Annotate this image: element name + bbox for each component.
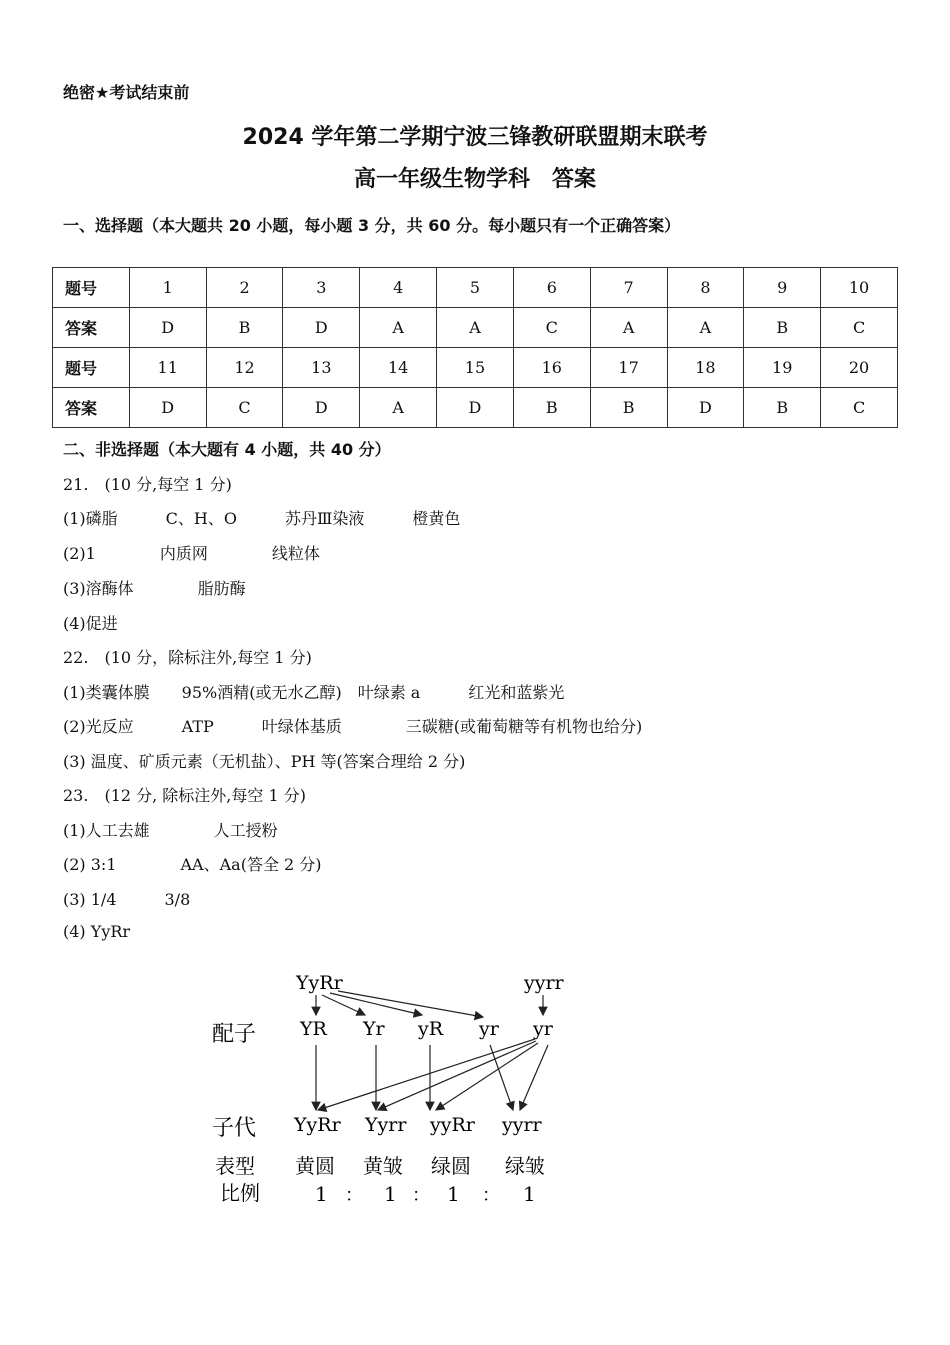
offspring-yyRr: yyRr — [430, 1114, 475, 1136]
table-cell: C — [513, 308, 590, 348]
offspring-row-label: 子代 — [212, 1116, 257, 1141]
table-cell: A — [667, 308, 744, 348]
ratio-2: 1 — [384, 1182, 397, 1206]
table-cell: 11 — [129, 348, 206, 388]
q22-answer-1: (1)类囊体膜 95%酒精(或无水乙醇) 叶绿素 a 红光和蓝紫光 — [63, 683, 565, 702]
ratio-colon-1: ： — [345, 1185, 363, 1206]
table-row-header: 答案 — [53, 388, 130, 428]
gamete-row-label: 配子 — [212, 1022, 257, 1047]
ratio-4: 1 — [523, 1182, 536, 1206]
table-cell: 14 — [360, 348, 437, 388]
phenotype-yellow-wrinkled: 黄皱 — [363, 1154, 403, 1178]
q23-answer-1: (1)人工去雄 人工授粉 — [63, 821, 278, 840]
gamete-Yr: Yr — [363, 1018, 385, 1040]
table-row — [53, 388, 898, 428]
phenotype-green-wrinkled: 绿皱 — [505, 1154, 545, 1178]
q21-answer-2: (2)1 内质网 线粒体 — [63, 544, 320, 563]
table-cell: B — [590, 388, 667, 428]
ratio-1: 1 — [315, 1182, 328, 1206]
table-cell: 15 — [437, 348, 514, 388]
q23-answer-3: (3) 1/4 3/8 — [63, 890, 191, 909]
q23-header: 23. (12 分, 除标注外,每空 1 分) — [63, 786, 306, 805]
table-row — [53, 348, 898, 388]
section1-heading: 一、选择题（本大题共 20 小题，每小题 3 分，共 60 分。每小题只有一个正确答案） — [63, 216, 681, 235]
table-cell: 20 — [821, 348, 898, 388]
table-cell: 5 — [437, 268, 514, 308]
q22-answer-3: (3) 温度、矿质元素（无机盐）、PH 等(答案合理给 2 分) — [63, 752, 466, 771]
table-row — [53, 268, 898, 308]
table-cell: B — [206, 308, 283, 348]
ratio-3: 1 — [447, 1182, 460, 1206]
q22-answer-2: (2)光反应 ATP 叶绿体基质 三碳糖(或葡萄糖等有机物也给分) — [63, 717, 643, 736]
exam-subtitle: 高一年级生物学科 答案 — [353, 167, 596, 192]
table-row-header: 答案 — [53, 308, 130, 348]
table-cell: 6 — [513, 268, 590, 308]
table-row-header: 题号 — [53, 348, 130, 388]
table-cell: 8 — [667, 268, 744, 308]
ratio-colon-2: ： — [412, 1185, 430, 1206]
phenotype-row-label: 表型 — [215, 1154, 255, 1178]
parent-right-genotype: yyrr — [524, 972, 564, 994]
table-cell: D — [129, 308, 206, 348]
table-cell: D — [129, 388, 206, 428]
table-cell: C — [821, 388, 898, 428]
q21-answer-4: (4)促进 — [63, 614, 118, 633]
table-cell: B — [513, 388, 590, 428]
offspring-yyrr: yyrr — [502, 1114, 542, 1136]
offspring-YyRr: YyRr — [294, 1114, 341, 1136]
q23-answer-4: (4) YyRr — [63, 922, 131, 941]
table-cell: 9 — [744, 268, 821, 308]
table-cell: 4 — [360, 268, 437, 308]
confidential-label: 绝密★考试结束前 — [63, 83, 190, 102]
table-cell: A — [360, 388, 437, 428]
exam-title: 2024 学年第二学期宁波三锋教研联盟期末联考 — [242, 125, 708, 150]
table-cell: 19 — [744, 348, 821, 388]
phenotype-yellow-round: 黄圆 — [295, 1154, 335, 1178]
offspring-Yyrr: Yyrr — [365, 1114, 407, 1136]
table-cell: A — [437, 308, 514, 348]
table-cell: A — [590, 308, 667, 348]
table-cell: 3 — [283, 268, 360, 308]
q21-header: 21. (10 分,每空 1 分) — [63, 475, 232, 494]
gamete-YR: YR — [300, 1018, 327, 1040]
table-cell: 18 — [667, 348, 744, 388]
table-cell: 12 — [206, 348, 283, 388]
table-cell: 13 — [283, 348, 360, 388]
table-cell: D — [667, 388, 744, 428]
table-cell: C — [821, 308, 898, 348]
table-cell: A — [360, 308, 437, 348]
table-cell: D — [283, 308, 360, 348]
q23-answer-2: (2) 3:1 AA、Aa(答全 2 分) — [63, 855, 322, 874]
table-cell: 16 — [513, 348, 590, 388]
phenotype-green-round: 绿圆 — [431, 1154, 471, 1178]
testcross-diagram — [200, 965, 580, 1215]
gamete-arrows — [316, 991, 543, 1017]
table-cell: 10 — [821, 268, 898, 308]
table-cell: B — [744, 388, 821, 428]
table-cell: C — [206, 388, 283, 428]
table-cell: B — [744, 308, 821, 348]
fertilization-arrows — [316, 1039, 548, 1110]
table-cell: D — [437, 388, 514, 428]
table-row — [53, 308, 898, 348]
q21-answer-1: (1)磷脂 C、H、O 苏丹Ⅲ染液 橙黄色 — [63, 509, 461, 528]
ratio-row-label: 比例 — [220, 1181, 260, 1205]
table-cell: 2 — [206, 268, 283, 308]
table-cell: 17 — [590, 348, 667, 388]
ratio-colon-3: ： — [482, 1185, 500, 1206]
answer-table — [52, 267, 898, 428]
parent-left-genotype: YyRr — [296, 972, 343, 994]
gamete-yr-left: yr — [479, 1018, 499, 1040]
table-cell: D — [283, 388, 360, 428]
gamete-yR: yR — [418, 1018, 444, 1040]
section2-heading: 二、非选择题（本大题有 4 小题，共 40 分） — [63, 440, 391, 459]
q22-header: 22. (10 分，除标注外,每空 1 分) — [63, 648, 312, 667]
q21-answer-3: (3)溶酶体 脂肪酶 — [63, 579, 246, 598]
table-cell: 7 — [590, 268, 667, 308]
table-cell: 1 — [129, 268, 206, 308]
gamete-yr-right: yr — [533, 1018, 553, 1040]
table-row-header: 题号 — [53, 268, 130, 308]
